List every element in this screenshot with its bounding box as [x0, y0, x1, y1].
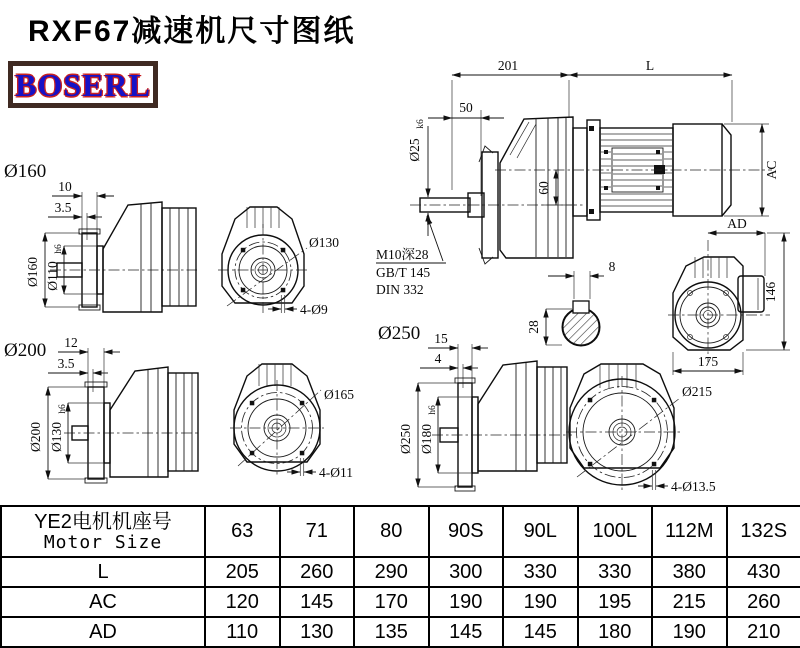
table-row-AD [1, 617, 800, 647]
row-label-AD: AD [1, 617, 205, 647]
table-cell: 210 [727, 617, 800, 647]
flange200-section-label: Ø200 [4, 340, 46, 361]
table-cell: 300 [429, 557, 504, 587]
main-side-view [376, 58, 779, 297]
flange250-holes-label: 4-Ø13.5 [671, 479, 716, 494]
key-width-label: 8 [609, 259, 616, 274]
table-col-112M: 112M [652, 506, 727, 557]
flange200-front-view [230, 364, 354, 480]
motor-front-ribs [695, 257, 727, 278]
flange250-section-label: Ø250 [378, 323, 420, 344]
table-col-71: 71 [280, 506, 355, 557]
table-cell: 215 [652, 587, 727, 617]
shaft-dia-label: Ø25 [407, 138, 422, 161]
flange250-front-ribs [600, 364, 636, 388]
flange160-dim-b-label: 3.5 [55, 200, 72, 215]
table-cell: 135 [354, 617, 429, 647]
dim-AC-label: AC [764, 161, 779, 180]
table-cell: 110 [205, 617, 280, 647]
table-cell: 330 [503, 557, 578, 587]
dim-60-label: 60 [536, 181, 551, 195]
table-cell: 205 [205, 557, 280, 587]
table-cell: 430 [727, 557, 800, 587]
motor-front-view [668, 216, 790, 375]
flange250-dim-b-label: 4 [435, 351, 442, 366]
table-col-63: 63 [205, 506, 280, 557]
dim-50-label: 50 [459, 100, 473, 115]
note-gb-label: GB/T 145 [376, 265, 430, 280]
page-title: RXF67减速机尺寸图纸 [28, 6, 355, 50]
dimension-table [0, 505, 800, 648]
table-cell: 380 [652, 557, 727, 587]
technical-drawing [0, 55, 800, 505]
dim-175-label: 175 [698, 354, 719, 369]
row-label-L: L [1, 557, 205, 587]
flange250-front-view [566, 364, 716, 494]
note-din-label: DIN 332 [376, 282, 424, 297]
table-cell: 260 [280, 557, 355, 587]
flange200-outer-label: Ø200 [28, 422, 43, 452]
flange160-spigot-fit-label: h6 [54, 244, 64, 254]
key-section-view [526, 259, 616, 346]
boserl-logo-text: BOSERL [15, 69, 151, 101]
note-thread-label: M10深28 [376, 247, 429, 262]
dim-L-label: L [646, 58, 654, 73]
flange250-bolt-circle-label: Ø215 [682, 384, 712, 399]
flange200-spigot-label: Ø130 [49, 422, 64, 452]
flange200-front-ribs [259, 364, 291, 386]
motor-size-en-label: Motor Size [2, 533, 204, 553]
flange250-spigot-label: Ø180 [419, 424, 434, 454]
flange250-side-view [378, 323, 572, 491]
motor-size-cn-label: YE2电机机座号 [2, 511, 204, 533]
flange250-dim-a-label: 15 [434, 331, 448, 346]
table-cell: 145 [280, 587, 355, 617]
flange160-outer-label: Ø160 [25, 257, 40, 287]
table-col-90L: 90L [503, 506, 578, 557]
table-cell: 190 [429, 587, 504, 617]
flange160-section-label: Ø160 [4, 161, 46, 182]
dim-146-label: 146 [763, 282, 778, 303]
table-cell: 290 [354, 557, 429, 587]
table-cell: 195 [578, 587, 653, 617]
table-cell: 190 [503, 587, 578, 617]
flange200-side-view [4, 335, 200, 483]
flange160-spigot-label: Ø110 [45, 261, 60, 291]
table-col-100L: 100L [578, 506, 653, 557]
table-cell: 180 [578, 617, 653, 647]
flange160-holes-label: 4-Ø9 [300, 302, 328, 317]
flange250-spigot-fit-label: h6 [428, 405, 438, 415]
table-cell: 145 [429, 617, 504, 647]
table-cell: 260 [727, 587, 800, 617]
table-col-132S: 132S [727, 506, 800, 557]
flange250-outer-label: Ø250 [398, 424, 413, 454]
flange200-bolt-circle-label: Ø165 [324, 387, 354, 402]
table-row-AC [1, 587, 800, 617]
dim-AD-label: AD [727, 216, 747, 231]
dim-201-label: 201 [498, 58, 518, 73]
shaft-fit-label: k6 [416, 119, 426, 129]
table-header-row [1, 506, 800, 557]
table-row-L [1, 557, 800, 587]
table-col-90S: 90S [429, 506, 504, 557]
table-cell: 190 [652, 617, 727, 647]
table-header-motor-size [1, 506, 205, 557]
flange160-bolt-circle-label: Ø130 [309, 235, 339, 250]
boserl-logo [8, 61, 158, 108]
key-depth-label: 28 [526, 320, 541, 334]
flange200-dim-b-label: 3.5 [58, 356, 75, 371]
flange160-front-view [218, 207, 339, 317]
flange200-holes-label: 4-Ø11 [319, 465, 353, 480]
table-cell: 145 [503, 617, 578, 647]
table-cell: 120 [205, 587, 280, 617]
table-cell: 130 [280, 617, 355, 647]
flange200-spigot-fit-label: h6 [58, 404, 68, 414]
row-label-AC: AC [1, 587, 205, 617]
flange160-dim-a-label: 10 [58, 179, 72, 194]
flange200-dim-a-label: 12 [64, 335, 78, 350]
flange160-side-view [4, 161, 197, 312]
table-col-80: 80 [354, 506, 429, 557]
table-cell: 330 [578, 557, 653, 587]
table-cell: 170 [354, 587, 429, 617]
